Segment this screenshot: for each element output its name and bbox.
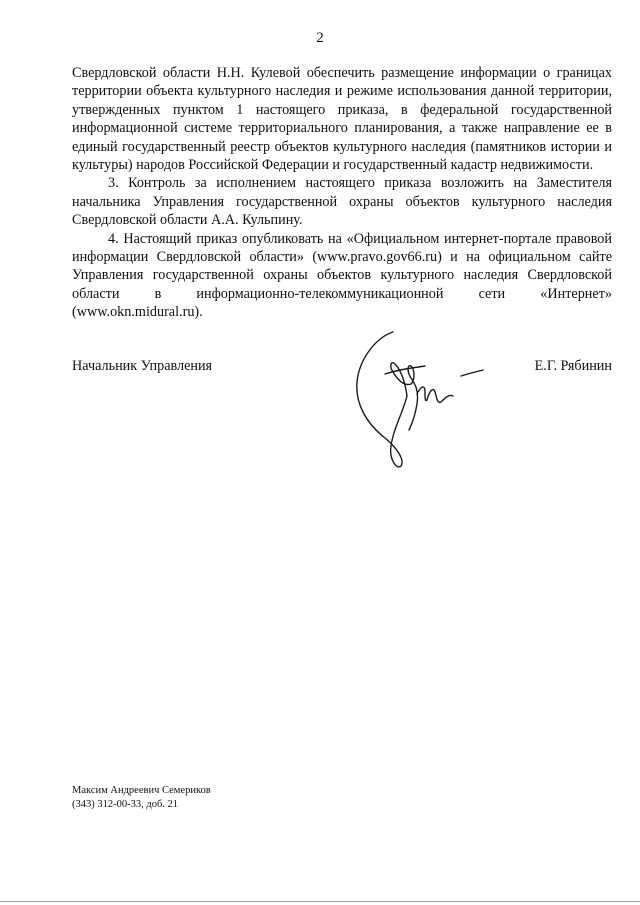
executor-info — [72, 784, 211, 812]
signatory-name: Е.Г. Рябинин — [534, 358, 612, 374]
page-number: 2 — [316, 30, 324, 46]
paragraph-item-3: 3. Контроль за исполнением настоящего приказа возложить на Заместителя начальника Управления государственной охраны объектов культурного наследия Свердловской области А.А. Кульпину. — [72, 175, 612, 229]
executor-name: Максим Андреевич Семериков — [72, 785, 211, 796]
page-bottom-edge — [0, 901, 640, 902]
executor-phone: (343) 312-00-33, доб. 21 — [72, 799, 179, 810]
handwritten-signature — [345, 320, 485, 470]
paragraph-item-4: 4. Настоящий приказ опубликовать на «Официальном интернет-портале правовой информации Свердловской области» (www.pravo.gov66.ru) и на официальном сайте Управления государственной охраны объектов культурного наследия Свердловской области в информационно-телекоммуникационной сети «Интернет» (www.okn.midural.ru). — [72, 230, 612, 321]
paragraph-continuation: Свердловской области Н.Н. Кулевой обеспечить размещение информации о границах территории объекта культурного наследия и режиме использования данной территории, утвержденных пунктом 1 настоящего приказа, в федеральной государственной информационной системе территориального планирования, а также направление ее в единый государственный реестр объектов культурного наследия (памятников истории и культуры) народов Российской Федерации и государственный кадастр недвижимости. — [72, 65, 612, 174]
signatory-title: Начальник Управления — [72, 358, 213, 374]
document-body — [72, 64, 612, 322]
